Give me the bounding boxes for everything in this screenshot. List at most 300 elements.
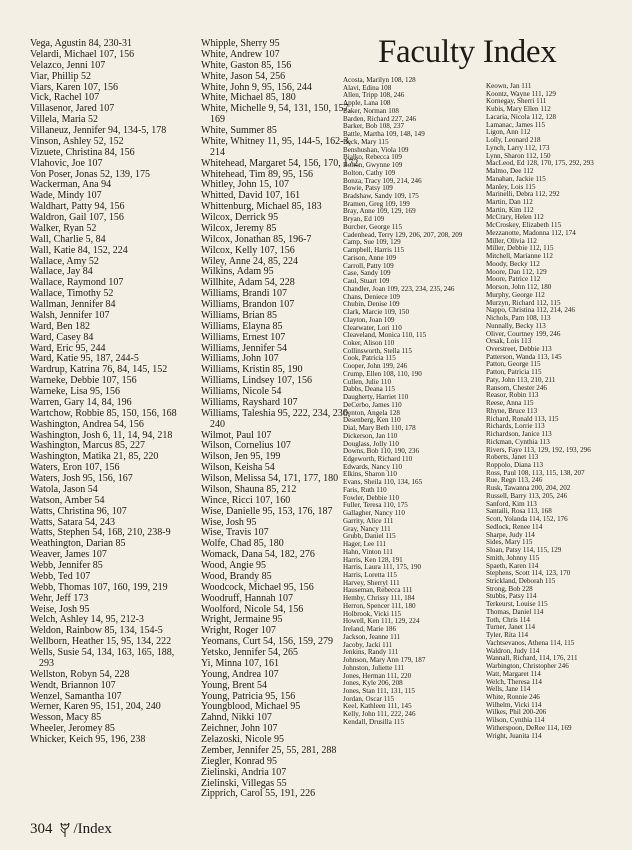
- index-entry: Johnston, Juliette 111: [343, 663, 405, 672]
- index-entry: Barker, Bob 108, 237: [343, 122, 404, 131]
- index-entry: Jacoby, Jacki 111: [343, 640, 393, 649]
- index-entry: Villela, Maria 52: [30, 114, 98, 126]
- index-entry: Waters, Eron 107, 156: [30, 462, 120, 474]
- index-entry: Beck, Mary 115: [343, 137, 389, 146]
- page-number: 304: [30, 821, 53, 837]
- index-entry: Webb, Thomas 107, 160, 199, 219: [30, 581, 168, 593]
- index-entry: Sides, Mary 115: [486, 538, 533, 547]
- index-entry: White, Andrew 107: [201, 48, 280, 60]
- index-entry: Velardi, Michael 107, 156: [30, 48, 135, 60]
- index-entry: Wilcox, Jonathan 85, 196-7: [201, 233, 312, 245]
- index-entry: Wiley, Anne 24, 85, 224: [201, 255, 298, 267]
- index-entry: Woodruff, Hannah 107: [201, 592, 294, 604]
- index-entry: Washington, Josh 6, 11, 14, 94, 218: [30, 429, 173, 441]
- index-entry: Santaili, Rosa 113, 168: [486, 507, 552, 516]
- index-entry: Willhite, Adam 54, 228: [201, 277, 295, 289]
- index-entry: Williams, Kristin 85, 190: [201, 364, 303, 376]
- index-entry: Whicker, Keich 95, 196, 238: [30, 734, 146, 745]
- index-entry: Zahnd, Nikki 107: [201, 712, 272, 724]
- index-entry: Whittenburg, Michael 85, 183: [201, 201, 322, 213]
- index-entry: Wardrup, Katrina 76, 84, 145, 152: [30, 364, 168, 376]
- index-entry: Manley, Lois 115: [486, 182, 536, 191]
- index-entry: Wilhelm, Vicki 114: [486, 700, 542, 709]
- index-entry: Rhyne, Bruce 113: [486, 406, 538, 415]
- index-entry: Bowie, Patsy 109: [343, 184, 393, 193]
- index-entry: Moore, Dan 112, 129: [486, 267, 547, 276]
- index-entry: Wise, Danielle 95, 153, 176, 187: [201, 505, 333, 517]
- index-entry: Weldon, Rainbow 85, 134, 154-5: [30, 625, 163, 637]
- index-entry: Whitehead, Margaret 54, 156, 170, 172: [201, 157, 359, 169]
- index-entry: Kendall, Drusilla 115: [343, 717, 405, 726]
- index-entry: White, Summer 85: [201, 125, 277, 136]
- index-entry: Chans, Deniece 109: [343, 292, 400, 301]
- index-entry: Collinsworth, Stella 115: [343, 346, 412, 355]
- index-entry: Russell, Barry 113, 205, 246: [486, 491, 568, 500]
- index-entry: Wallace, Jay 84: [30, 266, 93, 278]
- index-entry: Spaeth, Karen 114: [486, 561, 539, 570]
- index-entry: Denton, Angela 128: [343, 408, 400, 417]
- index-entry: Rue, Regn 113, 246: [486, 476, 543, 485]
- index-entry: Clayton, Joan 109: [343, 315, 395, 324]
- index-entry: White, Ronnie 246: [486, 693, 540, 702]
- index-entry: Jackson, Jeanne 111: [343, 632, 401, 641]
- index-entry: Waldron, Gail 107, 156: [30, 212, 124, 223]
- index-entry: White, Jason 54, 256: [201, 70, 286, 82]
- index-entry: Wackerman, Ana 94: [30, 179, 112, 191]
- index-entry: Ransom, Chester 246: [486, 383, 547, 392]
- index-entry: Wilson, Jen 95, 199: [201, 451, 281, 463]
- index-entry: Mitchell, Marianne 112: [486, 252, 553, 261]
- index-entry: Murphy, George 112: [486, 290, 545, 299]
- index-entry: Watts, Satara 54, 243: [30, 516, 116, 528]
- index-entry: Gallagher, Nancy 110: [343, 509, 405, 518]
- index-entry: Tyler, Rita 114: [486, 631, 529, 640]
- index-entry: Clark, Marcie 109, 150: [343, 308, 409, 317]
- flower-icon: [58, 820, 72, 838]
- index-entry: Clearwater, Lori 110: [343, 323, 402, 332]
- index-entry: Chandler, Joan 109, 223, 234, 235, 246: [343, 284, 455, 293]
- index-entry: Wellborn, Heather 15, 95, 134, 222: [30, 636, 172, 648]
- index-entry: Cooper, John 199, 246: [343, 362, 408, 371]
- index-entry: Warneke, Debbie 107, 156: [30, 375, 137, 387]
- index-entry: Stephens, Scott 114, 123, 170: [486, 569, 571, 578]
- index-entry: Wilkes, Phil 200-206: [486, 708, 547, 717]
- index-entry: Wilson, Melissa 54, 171, 177, 180: [201, 473, 339, 484]
- index-entry: Kornegay, Sherri 111: [486, 97, 547, 106]
- index-entry: Wall, Charlie 5, 84: [30, 233, 106, 245]
- index-entry: Scott, Yolanda 114, 152, 176: [486, 515, 568, 524]
- index-entry: Keown, Jan 111: [486, 82, 532, 90]
- index-entry: Zeichner, John 107: [201, 723, 278, 735]
- index-entry: Lamanac, James 115: [486, 120, 546, 129]
- index-entry: Lynn, Sharon 112, 150: [486, 151, 551, 160]
- index-entry: Wallace, Amy 52: [30, 255, 99, 267]
- index-entry: Waldhart, Patty 94, 156: [30, 201, 125, 213]
- index-entry: Wilcox, Jeremy 85: [201, 222, 277, 234]
- index-entry: Johnson, Mary Ann 179, 187: [343, 656, 426, 665]
- index-entry: Wannall, Richard, 114, 176, 211: [486, 654, 578, 663]
- index-entry: Young, Brent 54: [201, 679, 267, 691]
- index-entry: Orsak, Lois 113: [486, 337, 532, 346]
- index-entry: Williams, Brandon 107: [201, 299, 295, 310]
- index-entry: Alavi, Edina 108: [343, 83, 392, 92]
- index-entry: Wallman, Jennifer 84: [30, 299, 116, 310]
- index-entry: Zelazoski, Nicole 95: [201, 734, 285, 745]
- index-entry: Yetsko, Jennifer 54, 265: [201, 647, 299, 658]
- index-entry: DeCerbo, James 110: [343, 400, 402, 409]
- index-entry: Hauseman, Rebecca 111: [343, 586, 413, 595]
- index-entry: Richardson, Janice 113: [486, 430, 552, 439]
- index-entry: Moody, Becky 112: [486, 259, 540, 268]
- index-entry: Roberts, Janet 113: [486, 453, 539, 462]
- index-entry: Zielinski, Andria 107: [201, 766, 287, 778]
- index-entry: Bonza, Tracy 109, 214, 246: [343, 176, 422, 185]
- index-entry: Case, Sandy 109: [343, 269, 391, 278]
- index-entry: Grubb, Daniel 115: [343, 532, 396, 541]
- index-entry: Strickland, Deborah 115: [486, 577, 556, 585]
- index-entry: Williams, Nicole 54: [201, 386, 282, 397]
- page-footer: [30, 820, 112, 838]
- index-entry: Patton, Patricia 115: [486, 368, 542, 377]
- index-entry: Allen, Tripp 108, 246: [343, 91, 405, 100]
- index-entry: Douglass, Jolly 110: [343, 439, 399, 448]
- index-entry: Sharpe, Judy 114: [486, 530, 535, 539]
- faculty-index-column-2: [486, 83, 626, 740]
- index-entry: Jones, Kyle 206, 208: [343, 679, 403, 688]
- index-entry: Toth, Chris 114: [486, 615, 530, 624]
- index-entry: Wall, Katie 84, 152, 224: [30, 244, 128, 256]
- index-entry: Werner, Karen 95, 151, 204, 240: [30, 701, 161, 713]
- index-entry: Coker, Alison 110: [343, 338, 395, 347]
- index-entry: Hahn, Vinton 111: [343, 547, 393, 556]
- index-entry: Bryan, Ed 109: [343, 215, 385, 224]
- index-entry: Wilson, Cornelius 107: [201, 440, 291, 452]
- index-entry: Smith, Johnny 115: [486, 553, 540, 562]
- index-entry: Martin, Kim 112: [486, 205, 534, 214]
- index-entry: Villaneuz, Jennifer 94, 134-5, 178: [30, 125, 167, 136]
- index-entry: Vinson, Ashley 52, 152: [30, 135, 124, 147]
- index-entry: Wilson, Cynthia 114: [486, 716, 545, 725]
- index-entry: Bolton, Gwynne 109: [343, 161, 403, 170]
- index-entry: Young, Andrea 107: [201, 668, 279, 680]
- index-entry: Harris, Laura 111, 175, 190: [343, 563, 422, 572]
- index-entry: Harris, Loretta 115: [343, 571, 397, 579]
- index-entry: Campbell, Harris 115: [343, 246, 405, 255]
- index-entry: Wright, Juanita 114: [486, 731, 542, 740]
- index-entry: Dickerson, Jan 110: [343, 431, 398, 440]
- index-entry: Oliver, Courtney 199, 246: [486, 329, 561, 338]
- index-entry: Whitted, David 107, 161: [201, 190, 301, 202]
- index-entry: Wilcox, Kelly 107, 156: [201, 244, 295, 256]
- index-entry: Williams, Elayna 85: [201, 320, 283, 332]
- index-entry: Watts, Stephen 54, 168, 210, 238-9: [30, 527, 171, 539]
- index-entry: Fuller, Teresa 110, 175: [343, 501, 408, 510]
- index-entry: Miller, Debbie 112, 115: [486, 244, 554, 253]
- index-entry: Malmo, Dee 112: [486, 167, 534, 176]
- index-entry: Wendt, Briannon 107: [30, 679, 116, 691]
- index-entry: Paty, John 113, 210, 211: [486, 375, 556, 384]
- index-entry: White, Whitney 11, 95, 144-5, 162-3, 214: [201, 135, 351, 158]
- index-entry: Jones, Stan 111, 131, 115: [343, 687, 415, 696]
- index-entry: Weathington, Darian 85: [30, 538, 126, 550]
- index-entry: Vizuete, Christina 84, 156: [30, 146, 135, 158]
- index-entry: Nappo, Christina 112, 214, 246: [486, 306, 575, 315]
- index-entry: Sedlock, Renee 114: [486, 522, 543, 531]
- index-entry: White, Gaston 85, 156: [201, 59, 292, 71]
- index-entry: White, John 9, 95, 156, 244: [201, 81, 312, 93]
- index-entry: Mezzanotte, Madonna 112, 174: [486, 228, 576, 237]
- index-entry: Williams, Brandi 107: [201, 288, 287, 300]
- index-entry: Cullen, Julie 110: [343, 377, 392, 386]
- index-entry: Crump, Ellen 108, 110, 190: [343, 369, 422, 378]
- index-entry: Dial, Mary Beth 110, 178: [343, 424, 416, 433]
- index-entry: Reasor, Robin 113: [486, 391, 539, 400]
- index-entry: Womack, Dana 54, 182, 276: [201, 549, 315, 561]
- index-entry: Wheeler, Jeromey 85: [30, 723, 115, 735]
- index-entry: Desenberg, Ken 110: [343, 416, 401, 425]
- index-entry: Webb, Ted 107: [30, 570, 91, 582]
- index-entry: Williams, Brian 85: [201, 309, 277, 321]
- index-entry: Caul, Stuart 109: [343, 277, 390, 286]
- index-entry: McCroskey, Elizabeth 115: [486, 221, 562, 230]
- index-entry: Warneke, Lisa 95, 156: [30, 386, 120, 397]
- index-entry: Zipprich, Carol 55, 191, 226: [201, 788, 316, 800]
- index-entry: Waldron, Judy 114: [486, 646, 540, 655]
- index-entry: Washington, Matika 21, 85, 220: [30, 451, 159, 463]
- index-entry: Holbrook, Vicki 115: [343, 609, 402, 618]
- index-entry: Washington, Andrea 54, 156: [30, 418, 144, 430]
- index-entry: White, Michael 85, 180: [201, 92, 296, 104]
- index-entry: Washington, Marcus 85, 227: [30, 440, 146, 452]
- index-entry: Vlahovic, Joe 107: [30, 157, 103, 169]
- index-entry: Richards, Lorrie 113: [486, 422, 545, 431]
- index-entry: Nunnally, Becky 113: [486, 321, 546, 330]
- index-entry: Battle, Martha 109, 148, 149: [343, 130, 425, 139]
- index-entry: Downs, Bob 110, 190, 236: [343, 447, 419, 456]
- index-entry: Gray, Nancy 111: [343, 524, 391, 533]
- index-entry: Zember, Jennifer 25, 55, 281, 288: [201, 744, 337, 756]
- index-entry: Watt, Margaret 114: [486, 669, 541, 678]
- index-entry: Lynch, Larry 112, 173: [486, 143, 550, 152]
- index-entry: Harvey, Sherryl 111: [343, 578, 400, 587]
- index-entry: Wesson, Macy 85: [30, 712, 102, 724]
- index-entry: Woolford, Nicole 54, 156: [201, 603, 304, 615]
- index-entry: Garrity, Alice 111: [343, 516, 394, 525]
- index-entry: Keel, Kathleen 111, 145: [343, 702, 412, 711]
- index-entry: Acosta, Marilyn 108, 128: [343, 76, 416, 84]
- index-entry: Weaver, James 107: [30, 549, 107, 561]
- index-entry: Wilson, Keisha 54: [201, 462, 275, 474]
- index-entry: Ward, Casey 84: [30, 331, 94, 343]
- index-entry: Koontz, Wayne 111, 129: [486, 89, 556, 98]
- index-entry: Morson, John 112, 180: [486, 283, 552, 292]
- page-title: Faculty Index: [378, 34, 557, 70]
- index-entry: Jenkins, Randy 111: [343, 648, 399, 657]
- index-entry: Herron, Spencer 111, 180: [343, 601, 416, 610]
- index-entry: Rickman, Cynthia 113: [486, 437, 550, 446]
- index-entry: Williams, Lindsey 107, 156: [201, 375, 312, 387]
- index-entry: Bramen, Greg 109, 199: [343, 199, 410, 208]
- index-entry: Cleaveland, Monica 110, 115: [343, 331, 427, 340]
- index-entry: Watson, Amber 54: [30, 494, 105, 506]
- index-entry: Strong, Bob 228: [486, 584, 533, 593]
- index-entry: Wise, Travis 107: [201, 527, 269, 539]
- index-entry: Whitehead, Tim 89, 95, 156: [201, 168, 313, 180]
- index-entry: Ligon, Ann 112: [486, 128, 531, 137]
- index-entry: Watts, Christina 96, 107: [30, 505, 127, 517]
- index-entry: Youngblood, Michael 95: [201, 701, 301, 713]
- index-entry: Murzyn, Richard 112, 115: [486, 298, 561, 307]
- index-entry: Faris, Ruth 110: [343, 485, 387, 494]
- index-entry: Patterson, Wanda 113, 145: [486, 352, 562, 361]
- index-entry: Carroll, Patty 109: [343, 261, 394, 270]
- index-entry: Thomas, Daniel 114: [486, 607, 544, 616]
- index-entry: Benshushan, Viola 109: [343, 145, 409, 154]
- index-entry: Barden, Richard 227, 246: [343, 114, 417, 123]
- index-entry: Waters, Josh 95, 156, 167: [30, 473, 133, 484]
- index-entry: Velazco, Jenni 107: [30, 59, 106, 71]
- faculty-index-column-1: [343, 77, 483, 727]
- index-entry: Dabbs, Deana 115: [343, 385, 395, 394]
- index-entry: Wince, Ricci 107, 160: [201, 494, 291, 506]
- index-entry: Evans, Sheila 110, 134, 165: [343, 478, 423, 487]
- index-entry: Overstreet, Debbie 113: [486, 344, 552, 353]
- index-entry: Wade, Mindy 107: [30, 190, 102, 202]
- index-entry: Wright, Jermaine 95: [201, 614, 283, 626]
- index-entry: Walker, Ryan 52: [30, 222, 97, 234]
- index-entry: Ward, Katie 95, 187, 244-5: [30, 353, 139, 365]
- index-entry: Weise, Josh 95: [30, 603, 90, 615]
- index-entry: Warren, Gary 14, 84, 196: [30, 396, 132, 408]
- index-entry: Williams, Jennifer 54: [201, 342, 287, 354]
- index-entry: Hemby, Chrissy 111, 184: [343, 594, 415, 603]
- index-entry: Webb, Jennifer 85: [30, 560, 103, 571]
- index-entry: Wehr, Jeff 173: [30, 592, 89, 604]
- index-entry: Viars, Karen 107, 156: [30, 81, 118, 93]
- index-entry: Yeomans, Curt 54, 156, 159, 279: [201, 636, 334, 648]
- index-entry: Edgeworth, Richard 110: [343, 454, 413, 463]
- index-entry: Harris, Ken 128, 191: [343, 555, 403, 564]
- index-entry: Wilkins, Adam 95: [201, 266, 274, 278]
- index-entry: Wood, Angie 95: [201, 560, 267, 571]
- index-entry: Cadenhead, Terry 129, 206, 207, 208, 209: [343, 230, 463, 239]
- index-entry: Williams, Taleshia 95, 222, 234, 236, 240: [201, 407, 351, 430]
- index-entry: Vega, Agustin 84, 230-31: [30, 38, 132, 49]
- index-entry: Cook, Patricia 115: [343, 354, 396, 363]
- index-entry: Viar, Phillip 52: [30, 70, 91, 82]
- index-entry: Bradshaw, Sandy 109, 175: [343, 192, 419, 201]
- index-entry: Patton, George 115: [486, 360, 541, 369]
- index-entry: Williams, Ernest 107: [201, 331, 286, 343]
- index-entry: Jordan, Oscar 115: [343, 694, 395, 703]
- index-entry: Terkeurst, Louise 115: [486, 600, 548, 609]
- index-entry: Wright, Roger 107: [201, 625, 276, 637]
- index-entry: Welch, Theresa 114: [486, 677, 542, 686]
- index-entry: Nichols, Pam 108, 113: [486, 314, 551, 323]
- index-entry: Bialko, Rebecca 109: [343, 153, 402, 162]
- index-entry: Wilcox, Derrick 95: [201, 212, 279, 223]
- index-entry: Villasenor, Jared 107: [30, 103, 115, 115]
- index-entry: Lacaria, Nicola 112, 128: [486, 112, 557, 121]
- index-entry: Stubbs, Patsy 114: [486, 592, 537, 601]
- index-entry: Von Poser, Jonas 52, 139, 175: [30, 168, 150, 180]
- student-index-column-2: [201, 39, 361, 800]
- index-entry: Ireland, Marie 186: [343, 625, 396, 634]
- index-entry: Burcher, George 115: [343, 222, 403, 231]
- index-entry: Woodcock, Michael 95, 156: [201, 581, 314, 593]
- index-entry: Walsh, Jennifer 107: [30, 309, 110, 321]
- index-entry: Ziegler, Konrad 95: [201, 755, 277, 767]
- index-entry: White, Michelle 9, 54, 131, 150, 157, 169: [201, 103, 351, 126]
- index-entry: Ward, Eric 95, 244: [30, 342, 106, 354]
- index-entry: Manahan, Jackie 115: [486, 174, 546, 183]
- index-entry: Ward, Ben 182: [30, 320, 91, 332]
- section-label: /Index: [73, 821, 112, 837]
- index-entry: Howell, Ken 111, 129, 224: [343, 617, 420, 626]
- index-entry: Young, Patricia 95, 156: [201, 690, 296, 702]
- index-entry: Martin, Dan 112: [486, 198, 533, 207]
- index-entry: Carison, Anne 109: [343, 253, 397, 262]
- index-entry: Wood, Brandy 85: [201, 570, 272, 582]
- index-entry: Watola, Jason 54: [30, 483, 98, 495]
- index-entry: Wilson, Shauna 85, 212: [201, 483, 297, 495]
- index-entry: Marinelli, Debra 112, 292: [486, 190, 560, 199]
- index-entry: Bolton, Cathy 109: [343, 168, 396, 177]
- index-entry: Chubin, Denise 109: [343, 300, 400, 309]
- index-entry: Kelly, John 111, 222, 246: [343, 710, 416, 719]
- index-entry: Fowler, Debbie 110: [343, 493, 399, 502]
- index-entry: Whitley, John 15, 107: [201, 179, 289, 191]
- index-entry: Wells, Jane 114: [486, 685, 531, 694]
- index-entry: Kubis, Mary Ellen 112: [486, 105, 551, 114]
- index-entry: Miller, Olivia 112: [486, 236, 537, 245]
- index-entry: Lolly, Leonard 218: [486, 136, 541, 145]
- index-entry: Whipple, Sherry 95: [201, 38, 280, 49]
- index-entry: Wallace, Timothy 52: [30, 288, 114, 300]
- index-entry: Moore, Patrice 112: [486, 275, 541, 284]
- index-entry: Camp, Sue 109, 129: [343, 238, 401, 247]
- index-entry: Apple, Lana 108: [343, 99, 391, 108]
- index-entry: Wells, Susie 54, 134, 163, 165, 188, 293: [30, 647, 175, 669]
- student-index-column-1: [30, 39, 190, 746]
- index-entry: Reese, Anna 115: [486, 399, 534, 408]
- index-entry: Welch, Ashley 14, 95, 212-3: [30, 614, 144, 626]
- index-entry: Vick, Rachel 107: [30, 92, 100, 104]
- index-entry: Rivers, Faye 113, 129, 192, 193, 296: [486, 445, 591, 454]
- index-entry: Daugherty, Harriet 110: [343, 393, 409, 402]
- index-entry: Ross, Paul 108, 113, 115, 138, 207: [486, 468, 585, 477]
- index-entry: McCrary, Helen 112: [486, 213, 544, 222]
- index-entry: Williams, Rayshard 107: [201, 396, 298, 408]
- index-entry: Williams, John 107: [201, 353, 279, 365]
- index-entry: Zielinski, Villegas 55: [201, 777, 287, 789]
- index-entry: Wallace, Raymond 107: [30, 277, 124, 289]
- index-entry: Richard, Ronald 113, 115: [486, 414, 559, 423]
- index-entry: Hager, Lee 111: [343, 540, 387, 549]
- index-entry: MacLeod, Ed 128, 170, 175, 292, 293: [486, 159, 594, 168]
- index-entry: Vachtsevanos, Athena 114, 115: [486, 638, 575, 647]
- index-entry: Turner, Janet 114: [486, 623, 536, 632]
- index-entry: Wenzel, Samantha 107: [30, 690, 122, 702]
- index-entry: Elkins, Sharon 110: [343, 470, 397, 479]
- index-entry: Wise, Josh 95: [201, 516, 257, 528]
- index-entry: Wolfe, Chad 85, 180: [201, 538, 284, 550]
- index-entry: Sloan, Patsy 114, 115, 129: [486, 546, 562, 555]
- index-entry: Warbington, Christopher 246: [486, 662, 569, 671]
- index-entry: Jones, Herman 111, 220: [343, 671, 412, 680]
- index-entry: Wellston, Robyn 54, 228: [30, 668, 130, 680]
- index-entry: Wartchow, Robbie 85, 150, 156, 168: [30, 407, 177, 419]
